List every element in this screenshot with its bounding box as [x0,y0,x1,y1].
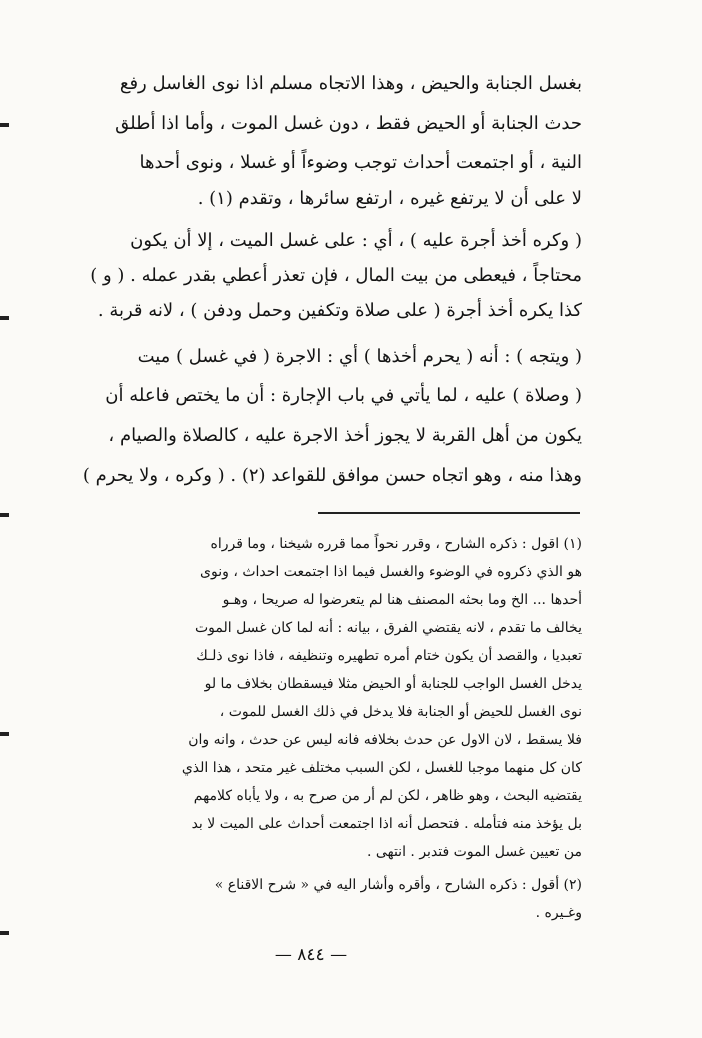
footnote-separator [318,512,580,514]
page-number: — ٨٤٤ — [274,945,348,965]
scan-edge-mark [0,316,9,320]
footnote-line: (٢) أقول : ذكره الشارح ، وأقره وأشار اليه في « شرح الاقناع » [214,877,582,893]
footnote-line: كان كل منهما موجبا للغسل ، لكن السبب مختلف غير متحد ، هذا الذي [181,760,582,776]
footnote-line: بل يؤخذ منه فتأمله . فتحصل أنه اذا اجتمعت أحداث على الميت لا بد [191,816,582,832]
scan-edge-mark [0,513,9,517]
main-text-line: كذا يكره أخذ أجرة ( على صلاة وتكفين وحمل ودفن ) ، لانه قربة . [97,300,582,321]
main-text-line: بغسل الجنابة والحيض ، وهذا الاتجاه مسلم اذا نوى الغاسل رفع [119,73,582,94]
footnote-line: وغـيره . [535,905,582,921]
footnote-line: تعبديا ، والقصد أن يكون ختام أمره تطهيره وتنظيفه ، فاذا نوى ذلـك [196,648,582,664]
main-text-line: ( وكره أخذ أجرة عليه ) ، أي : على غسل الميت ، إلا أن يكون [130,230,582,251]
footnote-line: يقتضيه البحث ، وهو ظاهر ، لكن لم أر من صرح به ، ولا يأباه كلامهم [193,788,582,804]
main-text-line: يكون من أهل القربة لا يجوز أخذ الاجرة عليه ، كالصلاة والصيام ، [108,425,582,446]
footnote-line: نوى الغسل للحيض أو الجنابة فلا يدخل في ذلك الغسل للموت ، [219,704,582,720]
footnote-line: هو الذي ذكروه في الوضوء والغسل فيما اذا اجتمعت احداث ، ونوى [200,564,582,580]
footnote-line: أحدها ... الخ وما بحثه المصنف هنا لم يتعرضوا له صريحا ، وهـو [222,592,582,608]
footnote-line: فلا يسقط ، لان الاول عن حدث بخلافه فانه ليس عن حدث ، وانه وان [188,732,582,748]
main-text-line: ( ويتجه ) : أنه ( يحرم أخذها ) أي : الاجرة ( في غسل ) ميت [137,346,582,367]
scan-edge-mark [0,123,9,127]
footnote-line: (١) اقول : ذكره الشارح ، وقرر نحواً مما قرره شيخنا ، وما قرراه [210,536,582,552]
footnote-line: يدخل الغسل الواجب للجنابة أو الحيض مثلا فيسقطان بخلاف ما لو [204,676,582,692]
main-text-line: ( وصلاة ) عليه ، لما يأتي في باب الإجارة : أن ما يختص فاعله أن [105,385,582,406]
footnote-line: من تعيين غسل الموت فتدبر . انتهى . [366,844,582,860]
main-text-line: حدث الجنابة أو الحيض فقط ، دون غسل الموت ، وأما اذا أطلق [115,113,582,134]
scan-edge-mark [0,931,9,935]
footnote-line: يخالف ما تقدم ، لانه يقتضي الفرق ، بيانه : أنه لما كان غسل الموت [195,620,582,636]
main-text-line: وهذا منه ، وهو اتجاه حسن موافق للقواعد (٢) . ( وكره ، ولا يحرم ) [82,465,582,486]
main-text-line: لا على أن لا يرتفع غيره ، ارتفع سائرها ، وتقدم (١) . [197,188,582,209]
main-text-line: النية ، أو اجتمعت أحداث توجب وضوءاً أو غسلا ، ونوى أحدها [139,152,582,173]
main-text-line: محتاجاً ، فيعطى من بيت المال ، فإن تعذر أعطي بقدر عمله . ( و ) [90,265,582,286]
scan-edge-mark [0,732,9,736]
